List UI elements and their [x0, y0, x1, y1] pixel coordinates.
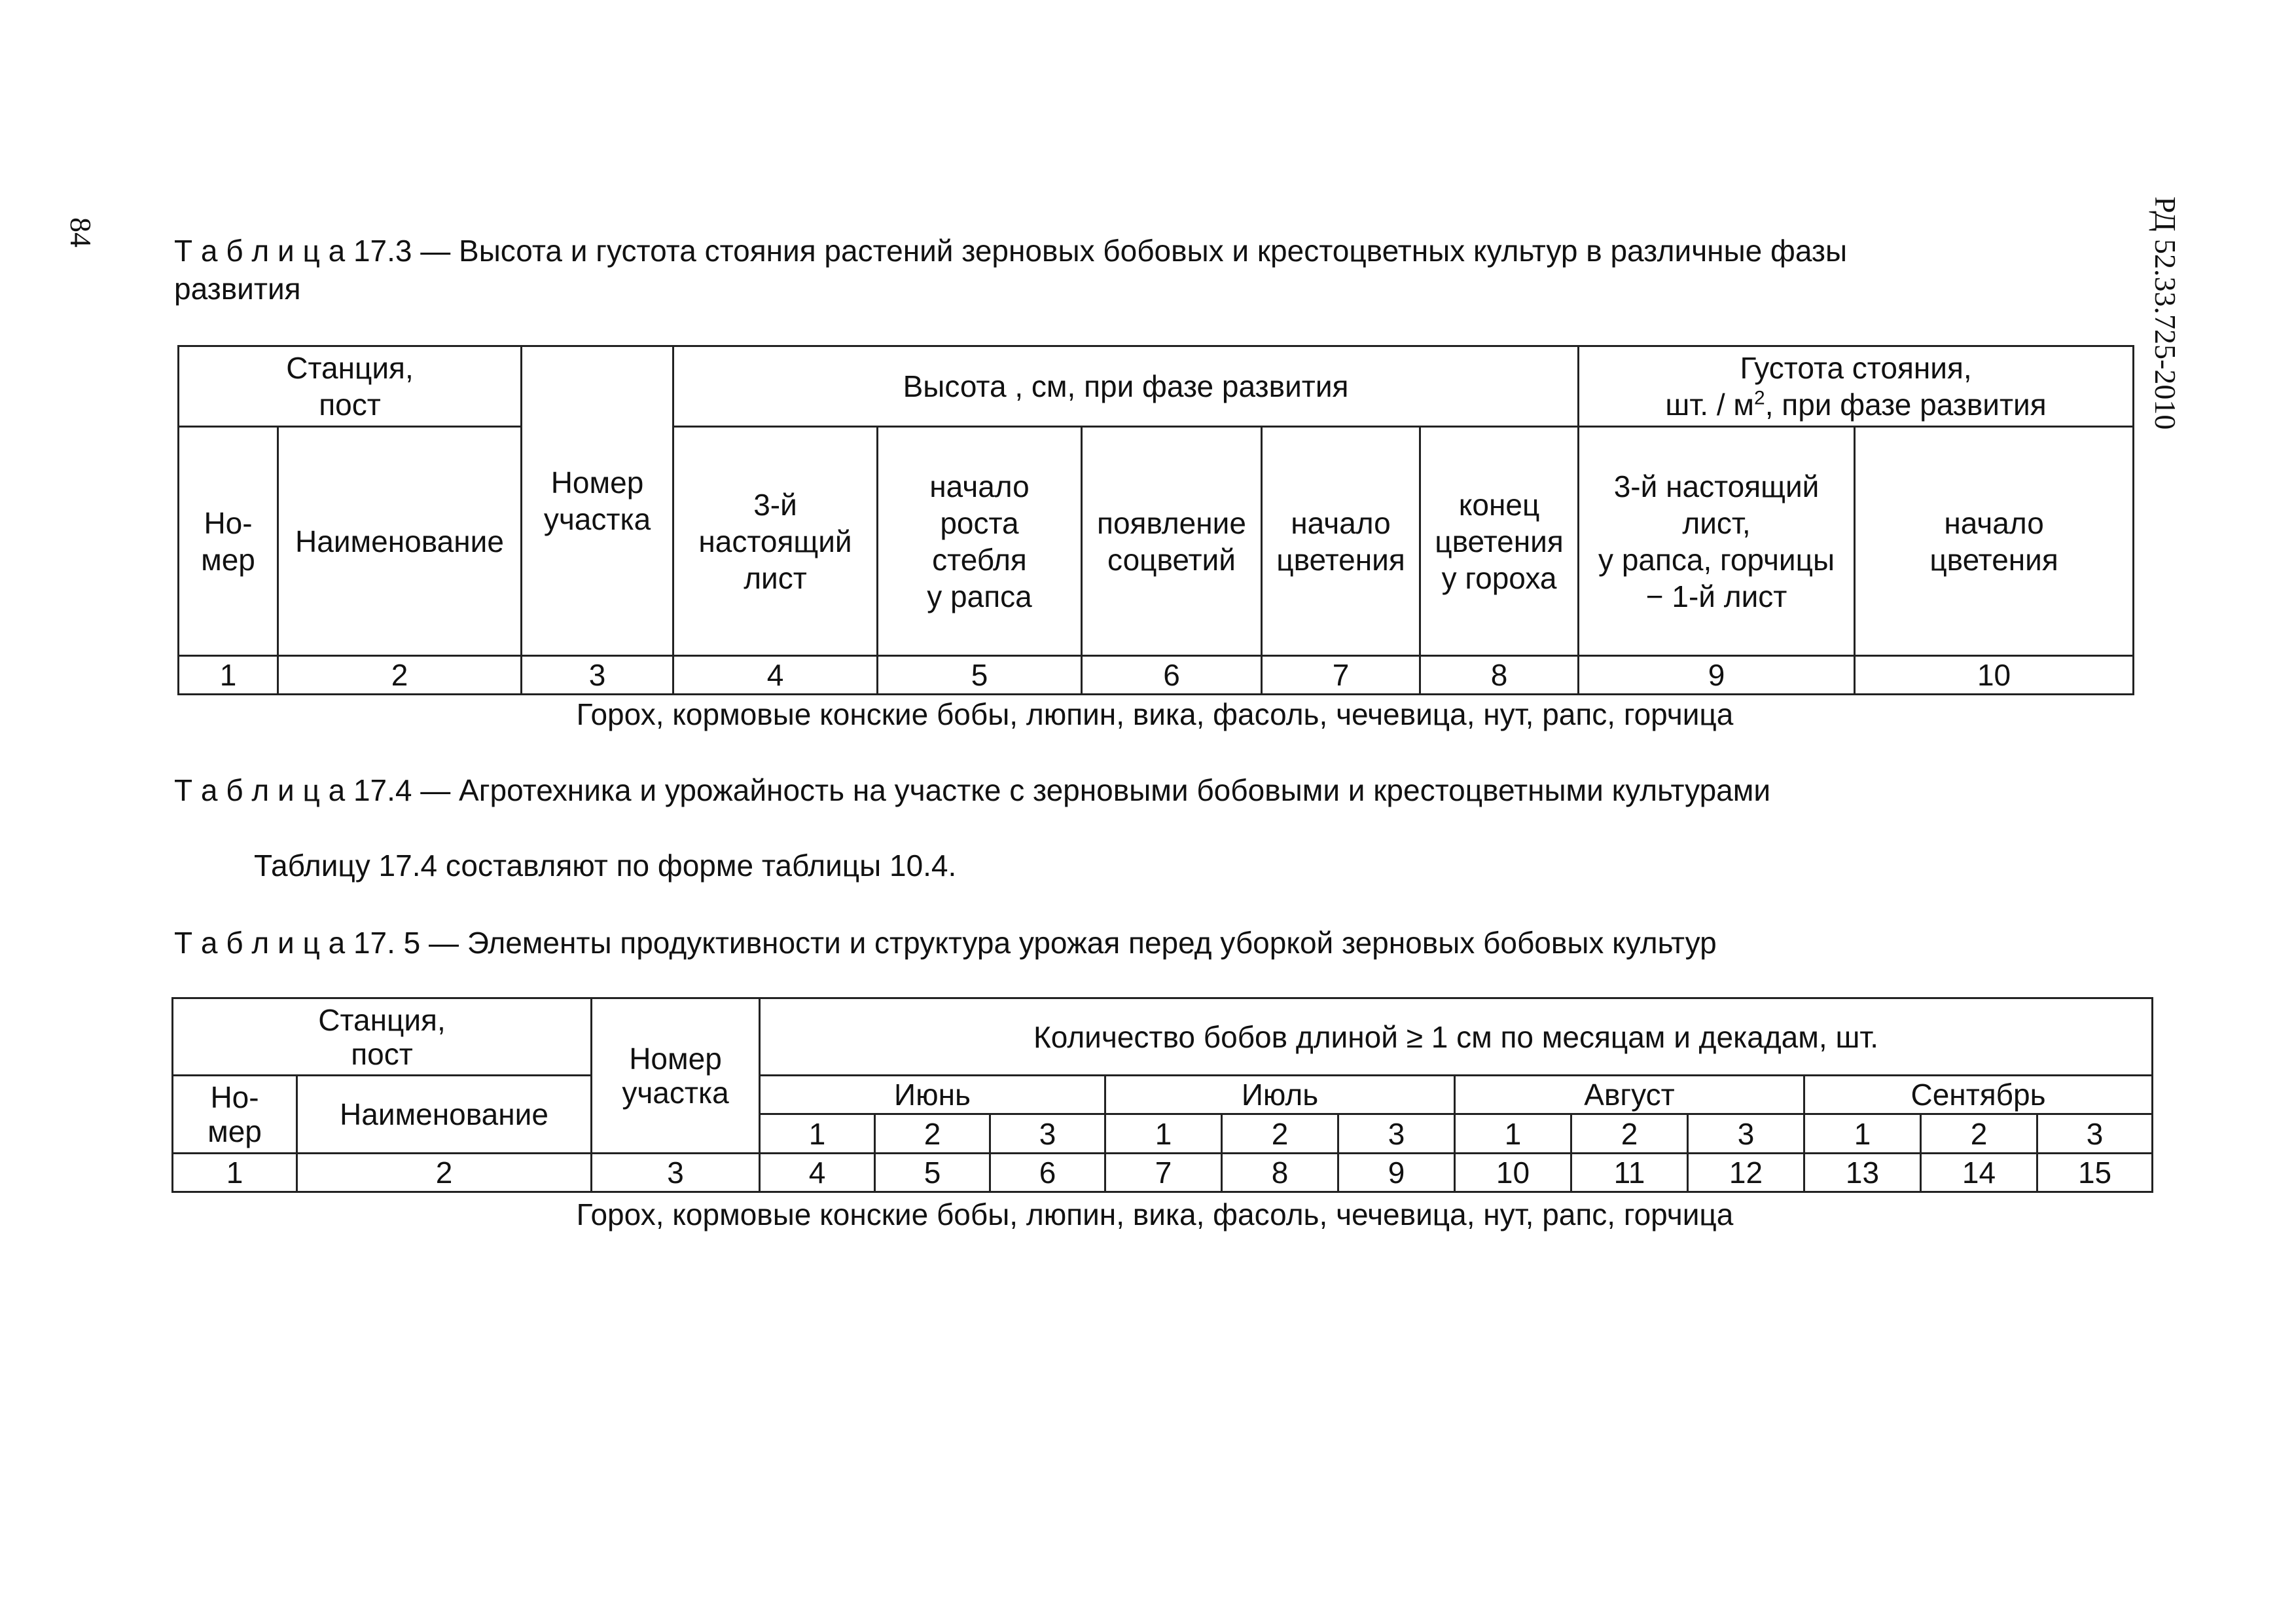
column-number: 3: [592, 1154, 760, 1192]
header-number: Но- мер: [173, 1076, 297, 1154]
column-number: 8: [1222, 1154, 1338, 1192]
page-number: 84: [64, 217, 98, 247]
column-number: 6: [1082, 656, 1262, 695]
header-decade: 3: [1338, 1114, 1455, 1154]
table-17-4-caption: Т а б л и ц а 17.4 — Агротехника и урожайность на участке с зерновыми бобовыми и крестоцветными культурами: [174, 773, 1771, 807]
header-decade: 1: [1804, 1114, 1921, 1154]
column-number: 10: [1855, 656, 2134, 695]
header-plot-number: Номер участка: [592, 998, 760, 1154]
header-number: Но- мер: [179, 427, 278, 656]
header-decade: 1: [760, 1114, 875, 1154]
column-number: 14: [1921, 1154, 2037, 1192]
header-decade: 1: [1455, 1114, 1571, 1154]
table-17-3-crops-note: Горох, кормовые конские бобы, люпин, вика, фасоль, чечевица, нут, рапс, горчица: [576, 697, 1734, 731]
header-station-group: Станция, пост: [179, 346, 522, 427]
header-decade: 1: [1105, 1114, 1222, 1154]
column-number: 11: [1571, 1154, 1688, 1192]
column-number: 2: [278, 656, 522, 695]
column-number: 4: [760, 1154, 875, 1192]
density-header-unit: шт. / м: [1665, 388, 1755, 422]
table-17-5-caption: Т а б л и ц а 17. 5 — Элементы продуктивности и структура урожая перед уборкой зерновых бобовых культур: [174, 926, 1717, 960]
header-decade: 2: [1921, 1114, 2037, 1154]
density-header-phase: , при фазе развития: [1765, 388, 2047, 422]
column-number: 6: [990, 1154, 1105, 1192]
column-number: 9: [1338, 1154, 1455, 1192]
table-17-5: [171, 997, 2153, 1193]
header-phase-stem-growth: начало роста стебля у рапса: [878, 427, 1082, 656]
column-number: 1: [179, 656, 278, 695]
table-17-3-caption-line-1: Т а б л и ц а 17.3 — Высота и густота стояния растений зерновых бобовых и крестоцветных культур в различные фазы: [174, 234, 1848, 268]
header-month-july: Июль: [1105, 1076, 1455, 1114]
header-decade: 2: [1222, 1114, 1338, 1154]
column-number: 8: [1420, 656, 1579, 695]
header-plot-number: Номер участка: [522, 346, 673, 656]
table-17-4-text: Таблицу 17.4 составляют по форме таблицы 10.4.: [254, 848, 957, 883]
header-decade: 2: [1571, 1114, 1688, 1154]
column-number: 5: [875, 1154, 990, 1192]
header-bean-count-group: Количество бобов длиной ≥ 1 см по месяцам и декадам, шт.: [760, 998, 2153, 1076]
header-month-august: Август: [1455, 1076, 1804, 1114]
column-number: 5: [878, 656, 1082, 695]
column-number: 13: [1804, 1154, 1921, 1192]
header-phase-3rd-leaf: 3-й настоящий лист: [673, 427, 878, 656]
column-number: 15: [2037, 1154, 2153, 1192]
header-height-group: Высота , см, при фазе развития: [673, 346, 1579, 427]
column-number: 3: [522, 656, 673, 695]
column-number: 7: [1105, 1154, 1222, 1192]
header-phase-flowering-end: конец цветения у гороха: [1420, 427, 1579, 656]
column-number: 7: [1262, 656, 1420, 695]
table-17-3: [177, 345, 2134, 695]
header-density-3rd-leaf: 3-й настоящий лист, у рапса, горчицы − 1-й лист: [1579, 427, 1855, 656]
header-name: Наименование: [297, 1076, 592, 1154]
column-number: 4: [673, 656, 878, 695]
header-phase-inflorescence: появление соцветий: [1082, 427, 1262, 656]
column-number: 9: [1579, 656, 1855, 695]
document-code: РД 52.33.725-2010: [2149, 196, 2182, 430]
table-17-5-crops-note: Горох, кормовые конские бобы, люпин, вика, фасоль, чечевица, нут, рапс, горчица: [576, 1197, 1734, 1231]
header-density-flowering-start: начало цветения: [1855, 427, 2134, 656]
table-17-3-caption-line-2: развития: [174, 272, 301, 306]
header-density-group: [1579, 346, 2134, 427]
column-number-row: [173, 1154, 2153, 1192]
header-decade: 3: [2037, 1114, 2153, 1154]
header-station-group: Станция, пост: [173, 998, 592, 1076]
density-header-superscript: 2: [1754, 387, 1765, 409]
header-phase-flowering-start: начало цветения: [1262, 427, 1420, 656]
column-number: 1: [173, 1154, 297, 1192]
column-number: 10: [1455, 1154, 1571, 1192]
header-decade: 3: [1688, 1114, 1804, 1154]
column-number: 12: [1688, 1154, 1804, 1192]
header-name: Наименование: [278, 427, 522, 656]
column-number-row: [179, 656, 2134, 695]
header-month-june: Июнь: [760, 1076, 1105, 1114]
table-17-3-caption: [174, 232, 1847, 308]
header-decade: 2: [875, 1114, 990, 1154]
header-month-september: Сентябрь: [1804, 1076, 2153, 1114]
density-header-line-1: Густота стояния,: [1740, 351, 1972, 385]
column-number: 2: [297, 1154, 592, 1192]
header-decade: 3: [990, 1114, 1105, 1154]
